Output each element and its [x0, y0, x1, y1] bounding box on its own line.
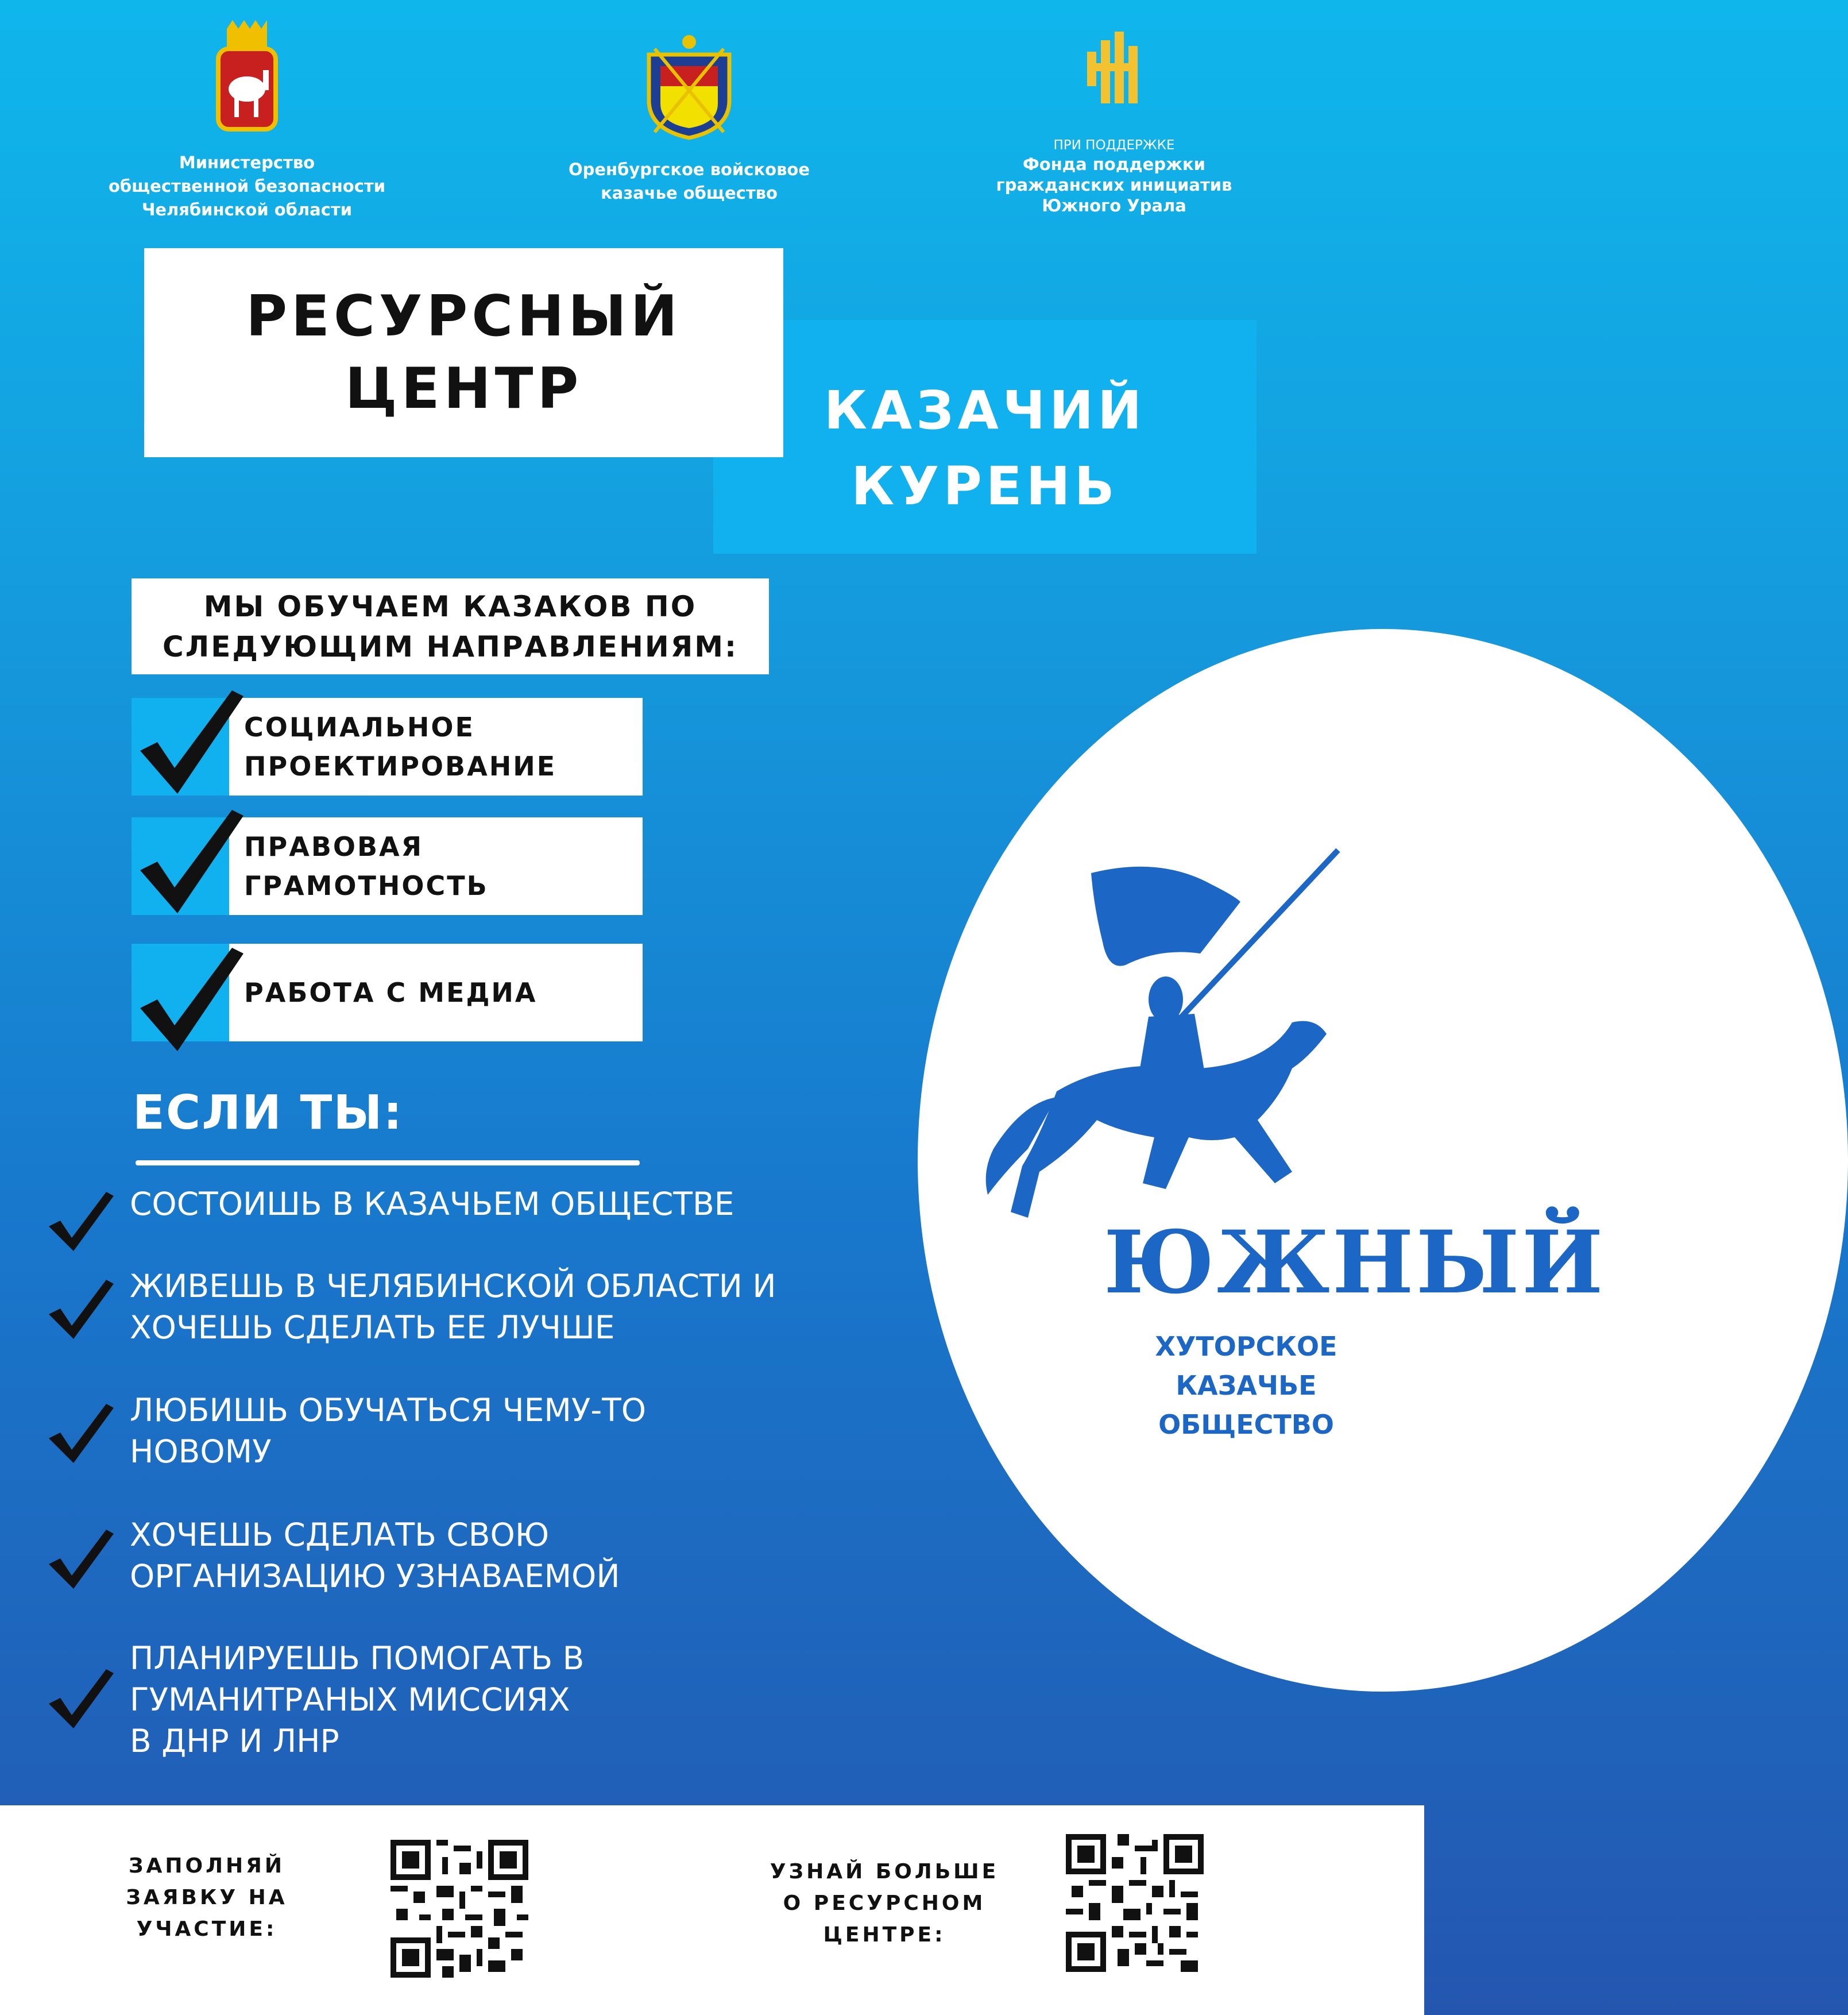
qr-code-apply[interactable]	[391, 1840, 528, 1978]
checkmark-icon	[132, 682, 246, 797]
if-you-heading: ЕСЛИ ТЫ:	[133, 1086, 404, 1140]
title-kuren: КУРЕНЬ	[851, 455, 1119, 517]
title-resursny: РЕСУРСНЫЙ	[246, 284, 682, 349]
direction-label: ПРАВОВАЯ	[244, 831, 424, 862]
direction-label: ПРОЕКТИРОВАНИЕ	[244, 751, 557, 782]
logo2-line1: Оренбургское войсковое	[568, 160, 810, 179]
direction-item	[132, 817, 643, 915]
direction-label: ГРАМОТНОСТЬ	[244, 870, 489, 901]
logo1-line2: общественной безопасности	[108, 176, 386, 196]
learn-line: О РЕСУРСНОМ	[783, 1892, 986, 1915]
apply-text	[115, 1850, 299, 1945]
orenburg-cossack-emblem-icon	[637, 32, 741, 141]
learn-line: УЗНАЙ БОЛЬШЕ	[770, 1860, 999, 1883]
learn-more-text	[770, 1856, 999, 1951]
if-item-text: СОСТОИШЬ В КАЗАЧЬЕМ ОБЩЕСТВЕ	[130, 1186, 734, 1222]
logo1-line3: Челябинской области	[141, 200, 353, 219]
title-centr: ЦЕНТР	[345, 356, 583, 422]
logo3-line3: Южного Урала	[1042, 196, 1186, 215]
learn-line: ЦЕНТРЕ:	[823, 1923, 946, 1947]
apply-line: ЗАЯВКУ НА	[126, 1886, 288, 1909]
org-subtitle-line: КАЗАЧЬЕ	[1176, 1370, 1317, 1401]
if-item-text: ХОЧЕШЬ СДЕЛАТЬ СВОЮ	[130, 1516, 550, 1553]
logo3-line2: гражданских инициатив	[996, 175, 1232, 195]
chelyabinsk-coat-of-arms-icon	[201, 17, 293, 141]
org-subtitle-line: ОБЩЕСТВО	[1158, 1409, 1334, 1440]
checkmark-icon	[46, 1277, 115, 1340]
if-item-text: ГУМАНИТРАНЫХ МИССИЯХ	[130, 1681, 570, 1718]
org-name: ЮЖНЫЙ	[1104, 1212, 1606, 1313]
checkmark-icon	[46, 1527, 115, 1590]
if-item-text: В ДНР И ЛНР	[130, 1723, 339, 1759]
fund-logo-icon	[1082, 29, 1146, 115]
direction-label: РАБОТА С МЕДИА	[244, 977, 538, 1008]
cossack-horseman-icon	[971, 850, 1361, 1275]
if-item-text: ПЛАНИРУЕШЬ ПОМОГАТЬ В	[130, 1640, 585, 1677]
logo-ministry	[103, 17, 391, 222]
checkmark-icon	[46, 1401, 115, 1464]
apply-line: ЗАПОЛНЯЙ	[128, 1854, 285, 1878]
title-kazachiy: КАЗАЧИЙ	[824, 379, 1146, 441]
resource-center-title-box	[144, 248, 783, 457]
qr-code-learn-more[interactable]	[1066, 1834, 1204, 1972]
apply-line: УЧАСТИЕ:	[136, 1917, 277, 1941]
teach-line2: СЛЕДУЮЩИМ НАПРАВЛЕНИЯМ:	[163, 630, 738, 663]
checkmark-icon	[46, 1189, 115, 1252]
if-item-text: ЖИВЕШЬ В ЧЕЛЯБИНСКОЙ ОБЛАСТИ И	[130, 1268, 776, 1304]
logo1-line1: Министерство	[179, 153, 315, 172]
direction-item	[132, 944, 643, 1041]
logo3-line1: Фонда поддержки	[1023, 155, 1205, 174]
if-item-text: ХОЧЕШЬ СДЕЛАТЬ ЕЕ ЛУЧШЕ	[130, 1309, 615, 1346]
direction-item	[132, 698, 643, 796]
teach-line1: МЫ ОБУЧАЕМ КАЗАКОВ ПО	[203, 589, 697, 623]
if-item-text: ОРГАНИЗАЦИЮ УЗНАВАЕМОЙ	[130, 1558, 620, 1595]
logo-orenburg-cossacks	[546, 32, 833, 205]
footer	[0, 1805, 1424, 2015]
heading-underline	[136, 1160, 640, 1165]
checkmark-icon	[46, 1666, 115, 1730]
teach-heading	[132, 578, 769, 674]
if-item-text: НОВОМУ	[130, 1433, 272, 1470]
kurен-title-box	[713, 320, 1257, 554]
logo2-line2: казачье общество	[601, 183, 778, 203]
checkmark-icon	[132, 801, 246, 916]
if-item-text: ЛЮБИШЬ ОБУЧАТЬСЯ ЧЕМУ-ТО	[130, 1392, 647, 1429]
org-subtitle	[1120, 1327, 1373, 1444]
org-subtitle-line: ХУТОРСКОЕ	[1155, 1331, 1337, 1362]
checkmark-icon	[132, 939, 246, 1054]
direction-label: СОЦИАЛЬНОЕ	[244, 712, 475, 743]
logo-fund	[971, 29, 1258, 216]
logo3-small-text: ПРИ ПОДДЕРЖКЕ	[1053, 138, 1175, 153]
